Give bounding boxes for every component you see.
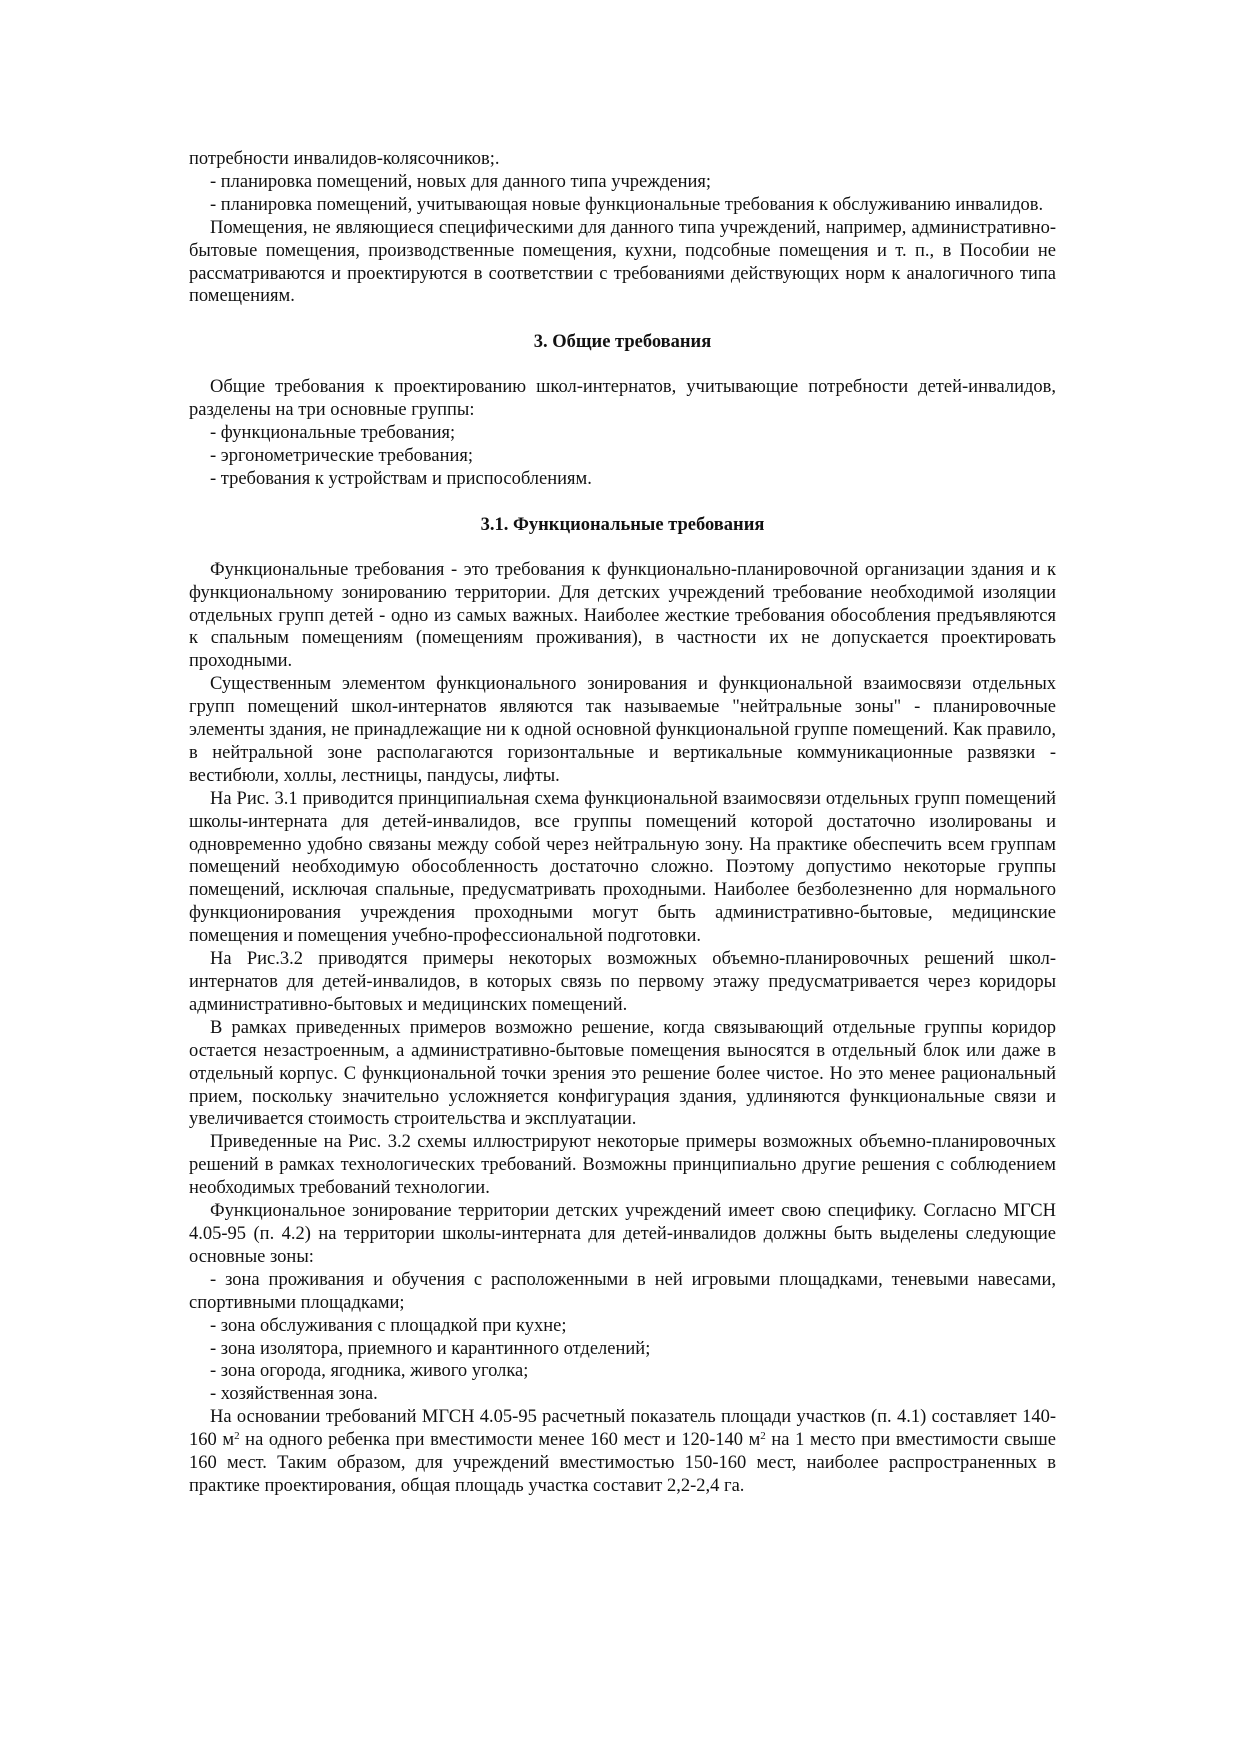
section-paragraph: Общие требования к проектированию школ-интернатов, учитывающие потребности детей-инвалидов, разделены на три основные группы: — [189, 377, 1056, 421]
paragraph: Приведенные на Рис. 3.2 схемы иллюстрируют некоторые примеры возможных объемно-планировочных решений в рамках технологических требований. Возможны принципиально другие решения с соблюдением необходимых требований технологии. — [189, 1132, 1056, 1199]
subsection-heading: 3.1. Функциональные требования — [480, 514, 765, 535]
zone-item: - зона проживания и обучения с расположенными в ней игровыми площадками, теневыми навесами, спортивными площадками; — [189, 1269, 1056, 1313]
text-run: На основании требований МГСН 4.05-95 расчетный показатель площади участков (п. 4.1) составляет 140-160 м — [189, 1407, 1056, 1451]
paragraph: Функциональное зонирование территории детских учреждений имеет свою специфику. Согласно МГСН 4.05-95 (п. 4.2) на территории школы-интерната для детей-инвалидов должны быть выделены следующие основные зоны: — [189, 1201, 1056, 1267]
list-item: - эргонометрические требования; — [210, 445, 474, 466]
text-run: на 1 место при вместимости свыше 160 мест. Таким образом, для учреждений вместимостью 150-160 мест, наиболее распространенных в практике проектирования, общая площадь участка составит 2,2-2,4 га. — [189, 1430, 1056, 1496]
paragraph: Функциональные требования - это требования к функционально-планировочной организации здания и к функциональному зонированию территории. Для детских учреждений требование необходимой изоляции отдельных групп детей - одно из самых важных. Наиболее жесткие требования обособления предъявляются к спальным помещениям (помещениям проживания), в частности их не допускается проектировать проходными. — [189, 559, 1056, 672]
intro-paragraph: Помещения, не являющиеся специфическими для данного типа учреждений, например, административно-бытовые помещения, производственные помещения, кухни, подсобные помещения и т. п., в Пособии не рассматриваются и проектируются в соответствии с требованиями действующих норм к аналогичного типа помещениям. — [189, 217, 1056, 307]
section-heading: 3. Общие требования — [533, 332, 712, 353]
list-item: - требования к устройствам и приспособлениям. — [210, 468, 592, 489]
zone-item: - зона огорода, ягодника, живого уголка; — [210, 1361, 529, 1382]
superscript: 2 — [760, 1430, 766, 1443]
final-paragraph — [189, 1406, 1056, 1498]
zone-item: - зона изолятора, приемного и карантинного отделений; — [210, 1338, 651, 1359]
intro-list-item: - планировка помещений, учитывающая новые функциональные требования к обслуживанию инвалидов. — [210, 194, 1044, 215]
intro-line: потребности инвалидов-колясочников;. — [189, 149, 500, 169]
paragraph: Существенным элементом функционального зонирования и функциональной взаимосвязи отдельных групп помещений школ-интернатов являются так называемые "нейтральные зоны" - планировочные элементы здания, не принадлежащие ни к одной основной функциональной группе помещений. Как правило, в нейтральной зоне располагаются горизонтальные и вертикальные коммуникационные развязки - вестибюли, холлы, лестницы, пандусы, лифты. — [189, 674, 1056, 786]
list-item: - функциональные требования; — [210, 423, 456, 444]
superscript: 2 — [234, 1430, 240, 1443]
paragraph: В рамках приведенных примеров возможно решение, когда связывающий отдельные группы коридор остается незастроенным, а административно-бытовые помещения выносятся в отдельный блок или даже в отдельный корпус. С функциональной точки зрения это решение более чистое. Но это менее рациональный прием, поскольку значительно усложняется конфигурация здания, удлиняются функциональные связи и увеличивается стоимость строительства и эксплуатации. — [189, 1017, 1056, 1130]
document-page — [189, 148, 1056, 1498]
zone-item: - зона обслуживания с площадкой при кухне; — [210, 1315, 567, 1336]
intro-list-item: - планировка помещений, новых для данного типа учреждения; — [210, 171, 712, 192]
paragraph: На Рис.3.2 приводятся примеры некоторых возможных объемно-планировочных решений школ-интернатов для детей-инвалидов, в которых связь по первому этажу предусматривается через коридоры административно-бытовых и медицинских помещений. — [189, 949, 1056, 1015]
paragraph: На Рис. 3.1 приводится принципиальная схема функциональной взаимосвязи отдельных групп помещений школы-интерната для детей-инвалидов, все группы помещений которой достаточно изолированы и одновременно удобно связаны между собой через нейтральную зону. На практике обеспечить всем группам помещений необходимую обособленность достаточно сложно. Поэтому допустимо некоторые группы помещений, исключая спальные, предусматривать проходными. Наиболее безболезненно для нормального функционирования учреждения проходными могут быть административно-бытовые, медицинские помещения и помещения учебно-профессиональной подготовки. — [189, 788, 1056, 947]
text-run: на одного ребенка при вместимости менее 160 мест и 120-140 м — [239, 1430, 761, 1451]
zone-item: - хозяйственная зона. — [210, 1384, 378, 1405]
